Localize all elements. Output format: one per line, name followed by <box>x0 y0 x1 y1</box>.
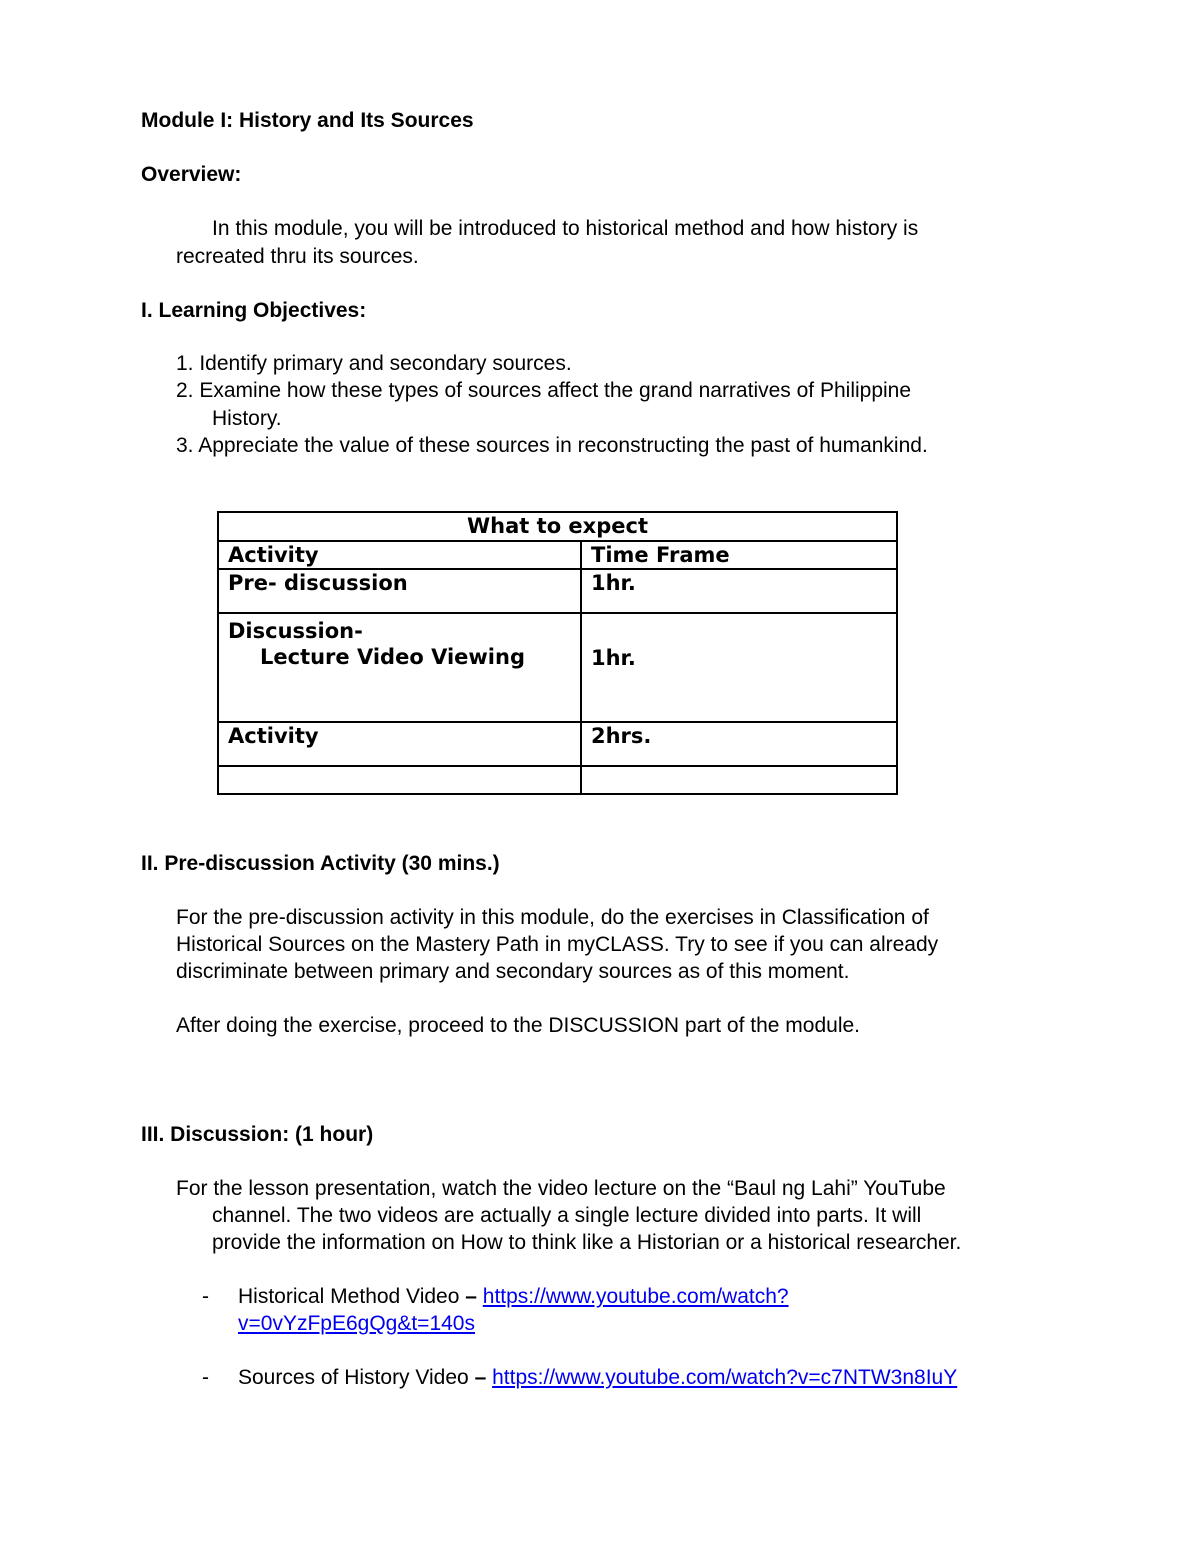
table-header-row <box>218 541 897 569</box>
prediscussion-text-line2: Historical Sources on the Mastery Path in myCLASS. Try to see if you can already <box>176 933 939 956</box>
table-header-time: Time Frame <box>581 541 897 569</box>
sources-of-history-video-link[interactable]: https://www.youtube.com/watch?v=c7NTW3n8IuY <box>492 1366 958 1389</box>
table-row <box>218 722 897 766</box>
video-link-item-continued <box>238 1310 475 1337</box>
dash-separator: – <box>474 1366 487 1389</box>
table-header-activity: Activity <box>218 541 581 569</box>
objective-item-2-line1: 2. Examine how these types of sources affect the grand narratives of Philippine <box>176 379 912 402</box>
prediscussion-text-line1: For the pre-discussion activity in this module, do the exercises in Classification of <box>176 906 929 929</box>
table-cell-time: 1hr. <box>581 569 897 613</box>
objective-item-2-line2: History. <box>212 407 282 430</box>
bullet-dash: - <box>202 1285 209 1308</box>
table-cell-time-value: 1hr. <box>591 646 636 670</box>
video-link-item <box>238 1283 789 1310</box>
discussion-text-line3: provide the information on How to think like a Historian or a historical researcher. <box>212 1231 962 1254</box>
overview-heading: Overview: <box>141 163 242 186</box>
table-cell-time: 2hrs. <box>581 722 897 766</box>
table-title: What to expect <box>218 512 897 541</box>
overview-text-line2: recreated thru its sources. <box>176 245 419 268</box>
historical-method-video-link-continued[interactable]: v=0vYzFpE6gQg&t=140s <box>238 1312 475 1335</box>
historical-method-video-link[interactable]: https://www.youtube.com/watch? <box>482 1285 789 1308</box>
objective-item-3: 3. Appreciate the value of these sources in reconstructing the past of humankind. <box>176 434 928 457</box>
what-to-expect-table <box>217 511 898 795</box>
table-row-empty <box>218 766 897 794</box>
discussion-heading: III. Discussion: (1 hour) <box>141 1123 374 1146</box>
prediscussion-followup: After doing the exercise, proceed to the DISCUSSION part of the module. <box>176 1014 861 1037</box>
prediscussion-text-line3: discriminate between primary and secondary sources as of this moment. <box>176 960 850 983</box>
video-label: Historical Method Video <box>238 1285 466 1308</box>
objectives-heading: I. Learning Objectives: <box>141 299 367 322</box>
bullet-dash: - <box>202 1366 209 1389</box>
overview-text-line1: In this module, you will be introduced to historical method and how history is <box>212 217 919 240</box>
module-title: Module I: History and Its Sources <box>141 109 474 132</box>
table-row <box>218 569 897 613</box>
table-cell-activity-sub: Lecture Video Viewing <box>260 645 525 669</box>
table-cell-empty <box>218 766 581 794</box>
table-cell-empty <box>581 766 897 794</box>
table-cell-activity <box>218 613 581 722</box>
prediscussion-heading: II. Pre-discussion Activity (30 mins.) <box>141 852 500 875</box>
objective-item-1: 1. Identify primary and secondary sources. <box>176 352 572 375</box>
discussion-text-line1: For the lesson presentation, watch the video lecture on the “Baul ng Lahi” YouTube <box>176 1177 946 1200</box>
table-row <box>218 613 897 722</box>
table-cell-activity-main: Discussion- <box>228 619 363 643</box>
video-label: Sources of History Video <box>238 1366 475 1389</box>
table-cell-activity: Activity <box>218 722 581 766</box>
video-link-item <box>238 1364 957 1391</box>
table-cell-activity: Pre- discussion <box>218 569 581 613</box>
discussion-text-line2: channel. The two videos are actually a single lecture divided into parts. It will <box>212 1204 922 1227</box>
table-cell-time <box>581 613 897 722</box>
dash-separator: – <box>465 1285 477 1308</box>
